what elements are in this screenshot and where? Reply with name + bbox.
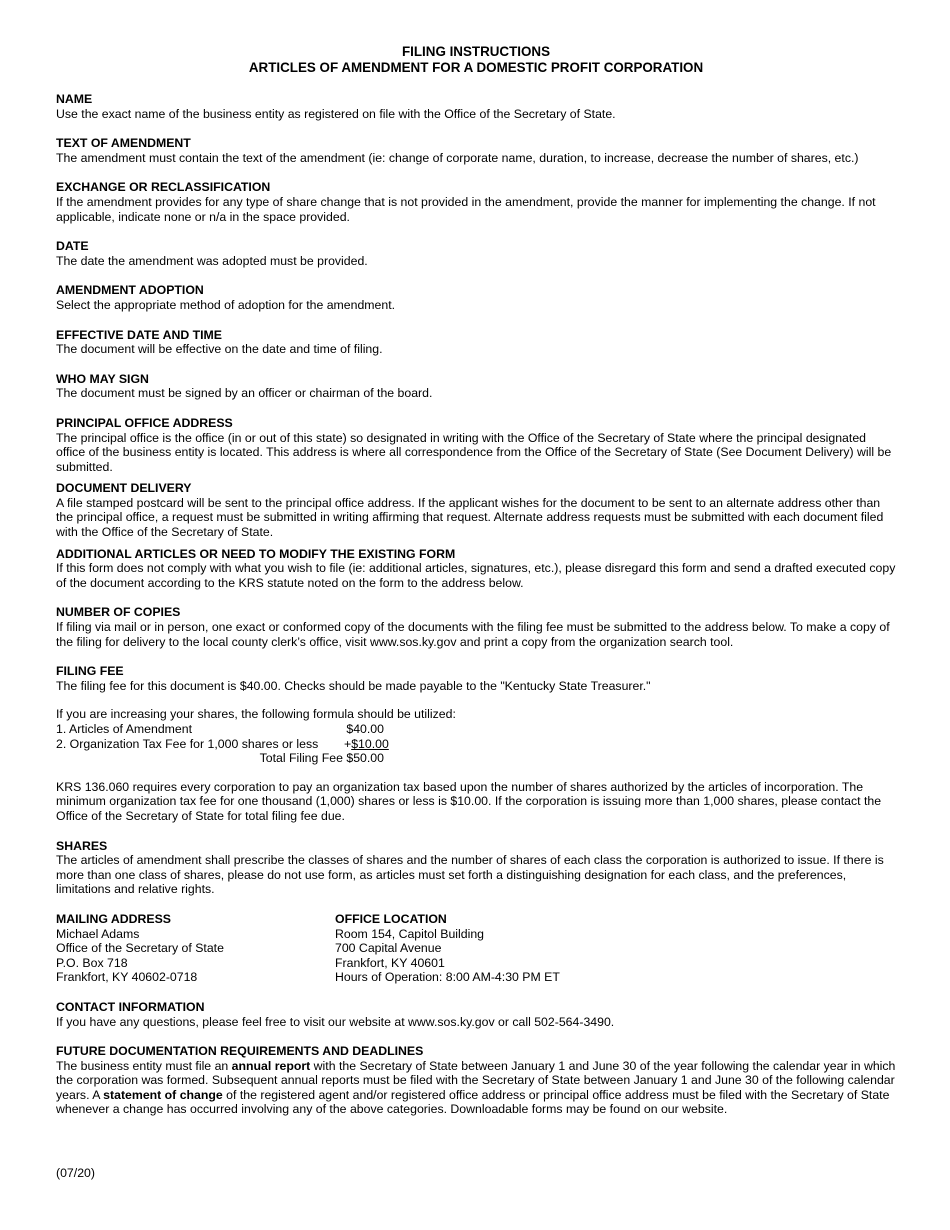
section-text: Use the exact name of the business entity as registered on file with the Office of the Secretary of State. [56,106,616,121]
formula-total: Total Filing Fee $50.00 [259,751,384,766]
section-text: The amendment must contain the text of the amendment (ie: change of corporate name, duration, to increase, decrease the number of shares, etc.) [56,150,859,165]
formula-intro: If you are increasing your shares, the following formula should be utilized: [56,707,456,722]
section-filing-fee [56,664,896,823]
address-columns [56,912,896,985]
section-text: A file stamped postcard will be sent to the principal office address. If the applicant wishes for the document to be sent to an alternate address other than the principal office, a request must be submitted in writing affirming that request. Alternate address requests must be submitted with each document filed with the Office of the Secretary of State. [56,495,884,540]
document-page [56,44,896,1117]
section-heading: ADDITIONAL ARTICLES OR NEED TO MODIFY THE EXISTING FORM [56,546,456,561]
bold-term: annual report [231,1058,311,1073]
krs-text: KRS 136.060 requires every corporation to pay an organization tax based upon the number of shares authorized by the articles of incorporation. The minimum organization tax fee for one thousand (1,000) shares or less is $10.00. If the corporation is issuing more than 1,000 shares, please contact the Office of the Secretary of State for total filing fee due. [56,779,882,823]
office-location [335,912,735,985]
section-text: Select the appropriate method of adoption for the amendment. [56,297,396,312]
section-text: The principal office is the office (in or out of this state) so designated in writing with the Office of the Secretary of State where the principal designated office of the business entity is located. This address is where all correspondence from the Office of the Secretary of State (See Document Delivery) will be submitted. [56,430,892,474]
section-heading: EFFECTIVE DATE AND TIME [56,327,223,342]
address-line: P.O. Box 718 [56,955,128,970]
section-heading: NUMBER OF COPIES [56,605,181,620]
section-heading: AMENDMENT ADOPTION [56,283,204,298]
section-heading: EXCHANGE OR RECLASSIFICATION [56,180,271,195]
section-text: The filing fee for this document is $40.00. Checks should be made payable to the "Kentucky State Treasurer." [56,678,651,693]
address-line: 700 Capital Avenue [335,941,442,956]
section-delivery [56,481,896,539]
text-run: The business entity must file an [56,1058,232,1073]
section-heading: FILING FEE [56,664,124,679]
section-heading: SHARES [56,838,108,853]
section-name [56,92,896,121]
title-line-2: ARTICLES OF AMENDMENT FOR A DOMESTIC PROFIT CORPORATION [248,60,704,75]
section-heading: TEXT OF AMENDMENT [56,136,191,151]
section-heading: DOCUMENT DELIVERY [56,481,192,496]
formula-item-value: $40.00 [346,722,384,736]
title-line-1: FILING INSTRUCTIONS [401,44,551,59]
formula-row [56,722,896,737]
form-revision: (07/20) [56,1166,95,1180]
section-text: If this form does not comply with what you wish to file (ie: additional articles, signatures, etc.), please disregard this form and send a drafted executed copy of the document according to the KRS statute noted on the form to the address below. [56,561,896,590]
section-text: If the amendment provides for any type of share change that is not provided in the amendment, provide the manner for implementing the change. If not applicable, indicate none or n/a in the space provided. [56,194,876,224]
bold-term: statement of change [103,1087,223,1102]
section-future [56,1044,896,1117]
address-line: Hours of Operation: 8:00 AM-4:30 PM ET [335,970,560,985]
section-adoption [56,283,896,312]
section-shares [56,839,896,897]
section-contact [56,1000,896,1029]
section-heading: NAME [56,92,93,106]
formula-item-amount: $10.00 [351,736,389,751]
section-text: If you have any questions, please feel free to visit our website at www.sos.ky.gov or call 502-564-3490. [56,1014,615,1029]
formula-row [56,737,896,752]
section-text [56,1059,896,1117]
section-heading: MAILING ADDRESS [56,911,172,926]
section-copies [56,605,896,649]
text-run: with the Secretary of State between January 1 and June 30 of the year following the calendar year in which the corporation was formed. Subsequent annual reports must be filed with the Secretary of State between January 1 and June 30 of the following calendar years. A [56,1058,896,1102]
text-run: of the registered agent and/or registered office address or principal office address must be filed with the Secretary of State whenever a change has occurred involving any of the above categories. Downloadable forms may be found on our website. [56,1087,890,1117]
formula-item-value [344,736,389,752]
section-exchange [56,180,896,224]
address-line: Frankfort, KY 40602-0718 [56,970,198,985]
section-heading: FUTURE DOCUMENTATION REQUIREMENTS AND DEADLINES [56,1044,424,1059]
section-heading: WHO MAY SIGN [56,371,149,386]
formula-item-label: 2. Organization Tax Fee for 1,000 shares or less [56,736,319,751]
formula-item-label: 1. Articles of Amendment [56,722,193,736]
section-text-of-amendment [56,136,896,165]
section-heading: DATE [56,239,89,254]
section-effective [56,328,896,357]
section-principal-office [56,416,896,474]
address-line: Michael Adams [56,926,140,941]
section-date [56,239,896,268]
section-heading: CONTACT INFORMATION [56,999,205,1014]
section-text: The document will be effective on the date and time of filing. [56,342,383,357]
section-text: The articles of amendment shall prescribe the classes of shares and the number of shares of each class the corporation is authorized to issue. If there is more than one class of shares, please do not use form, as articles must set forth a distinguishing designation for each class, and the preferences, limitations and relative rights. [56,853,884,897]
formula-total-row [56,751,896,766]
section-who-may-sign [56,372,896,401]
plus-sign: + [344,736,352,751]
section-text: The date the amendment was adopted must be provided. [56,253,368,268]
address-line: Frankfort, KY 40601 [335,955,445,970]
section-additional [56,547,896,591]
document-title [56,44,896,76]
address-line: Room 154, Capitol Building [335,926,485,941]
section-text: If filing via mail or in person, one exact or conformed copy of the documents with the filing fee must be submitted to the address below. To make a copy of the filing for delivery to the local county clerk’s office, visit www.sos.ky.gov and print a copy from the organization search tool. [56,620,890,649]
address-line: Office of the Secretary of State [56,941,224,956]
section-heading: PRINCIPAL OFFICE ADDRESS [56,415,233,430]
section-text: The document must be signed by an officer or chairman of the board. [56,386,433,401]
mailing-address [56,912,335,985]
fee-formula [56,707,896,765]
section-heading: OFFICE LOCATION [335,911,447,926]
